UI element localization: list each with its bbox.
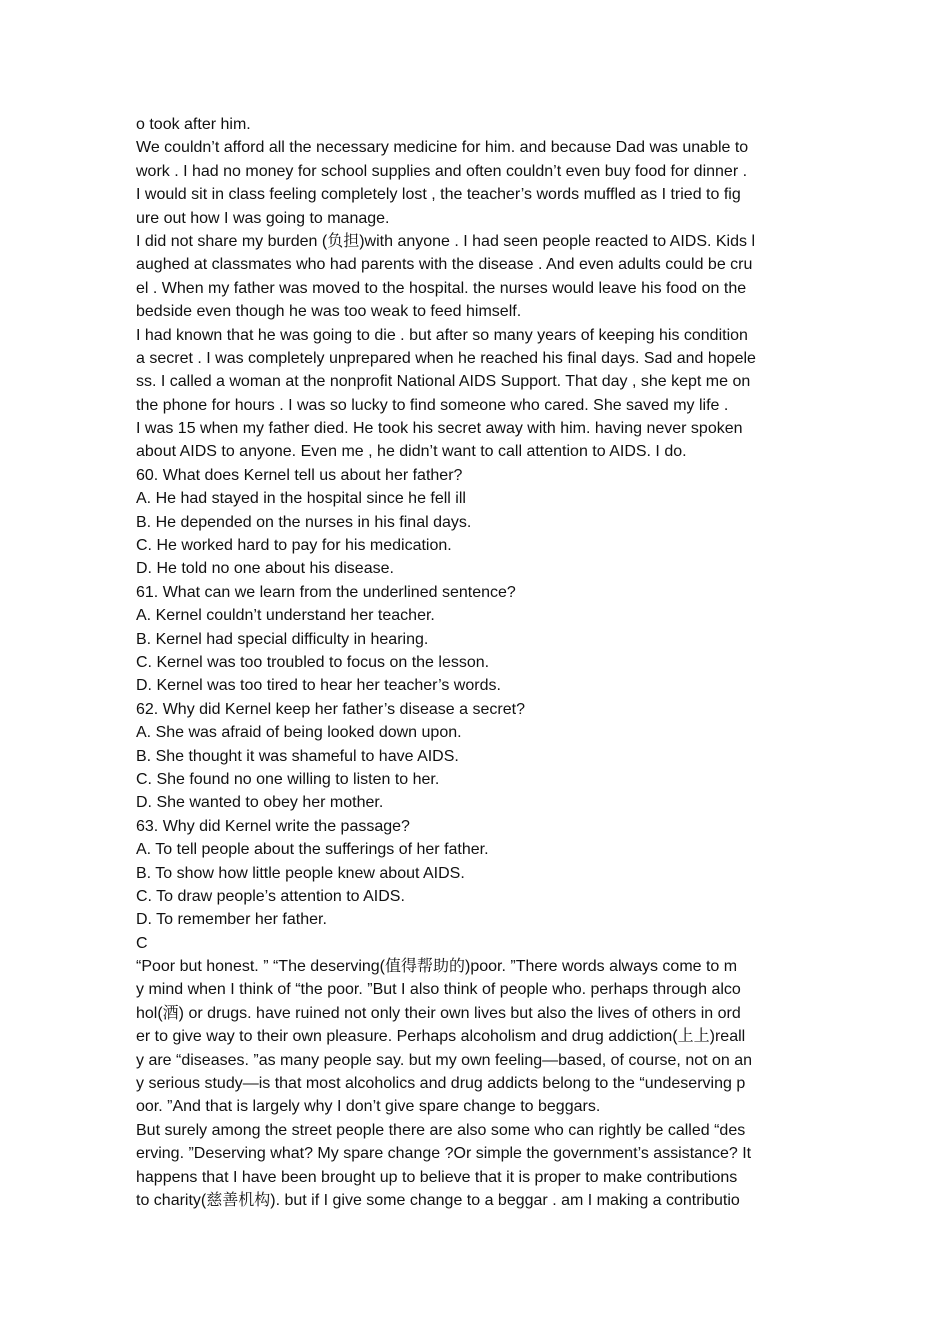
text-line: ure out how I was going to manage. bbox=[136, 209, 390, 227]
text-line: I was 15 when my father died. He took his secret away with him. having never spoken bbox=[136, 420, 743, 438]
text-line: hol(酒) or drugs. have ruined not only their own lives but also the lives of others in ord bbox=[136, 1004, 741, 1022]
text-line: a secret . I was completely unprepared when he reached his final days. Sad and hopele bbox=[136, 349, 756, 367]
text-line: the phone for hours . I was so lucky to find someone who cared. She saved my life . bbox=[136, 396, 729, 414]
text-line: 63. Why did Kernel write the passage? bbox=[136, 817, 410, 835]
text-line: y mind when I think of “the poor. ”But I also think of people who. perhaps through alco bbox=[136, 981, 741, 999]
text-line: C. She found no one willing to listen to her. bbox=[136, 770, 440, 788]
text-line: C. To draw people’s attention to AIDS. bbox=[136, 887, 405, 905]
text-line: y are “diseases. ”as many people say. but my own feeling—based, of course, not on an bbox=[136, 1051, 753, 1069]
text-line: D. To remember her father. bbox=[136, 911, 327, 929]
text-line: A. She was afraid of being looked down upon. bbox=[136, 724, 462, 742]
text-line: C. He worked hard to pay for his medication. bbox=[136, 537, 452, 555]
text-line: about AIDS to anyone. Even me , he didn’t want to call attention to AIDS. I do. bbox=[136, 443, 687, 461]
text-line: erving. ”Deserving what? My spare change ?Or simple the government’s assistance? It bbox=[136, 1145, 752, 1163]
text-line: D. She wanted to obey her mother. bbox=[136, 794, 384, 812]
text-line: er to give way to their own pleasure. Perhaps alcoholism and drug addiction(上上)reall bbox=[136, 1028, 746, 1046]
text-line: We couldn’t afford all the necessary medicine for him. and because Dad was unable to bbox=[136, 139, 749, 157]
text-line: happens that I have been brought up to believe that it is proper to make contributions bbox=[136, 1168, 738, 1186]
text-line: I would sit in class feeling completely lost , the teacher’s words muffled as I tried to fig bbox=[136, 186, 741, 204]
text-line: 60. What does Kernel tell us about her father? bbox=[136, 466, 463, 484]
text-line: ss. I called a woman at the nonprofit National AIDS Support. That day , she kept me on bbox=[136, 373, 751, 391]
text-line: to charity(慈善机构). but if I give some change to a beggar . am I making a contributio bbox=[136, 1191, 740, 1209]
text-line: A. To tell people about the sufferings of her father. bbox=[136, 841, 489, 859]
text-line: I had known that he was going to die . but after so many years of keeping his condition bbox=[136, 326, 748, 344]
text-line: C. Kernel was too troubled to focus on the lesson. bbox=[136, 653, 490, 671]
text-line: 61. What can we learn from the underlined sentence? bbox=[136, 583, 516, 601]
text-line: A. He had stayed in the hospital since he fell ill bbox=[136, 490, 466, 508]
text-line: y serious study—is that most alcoholics and drug addicts belong to the “undeserving p bbox=[136, 1075, 746, 1093]
text-line: B. Kernel had special difficulty in hearing. bbox=[136, 630, 429, 648]
text-line: oor. ”And that is largely why I don’t give spare change to beggars. bbox=[136, 1098, 601, 1116]
text-line: C bbox=[136, 934, 148, 952]
text-line: aughed at classmates who had parents with the disease . And even adults could be cru bbox=[136, 256, 753, 274]
text-line: el . When my father was moved to the hospital. the nurses would leave his food on the bbox=[136, 279, 747, 297]
text-line: B. He depended on the nurses in his final days. bbox=[136, 513, 472, 531]
text-line: D. He told no one about his disease. bbox=[136, 560, 394, 578]
text-line: B. To show how little people knew about AIDS. bbox=[136, 864, 465, 882]
text-line: B. She thought it was shameful to have AIDS. bbox=[136, 747, 459, 765]
text-line: bedside even though he was too weak to feed himself. bbox=[136, 303, 522, 321]
text-line: work . I had no money for school supplies and often couldn’t even buy food for dinner . bbox=[136, 162, 748, 180]
text-line: I did not share my burden (负担)with anyone . I had seen people reacted to AIDS. Kids l bbox=[136, 232, 756, 250]
text-line: 62. Why did Kernel keep her father’s disease a secret? bbox=[136, 700, 525, 718]
text-line: “Poor but honest. ” “The deserving(值得帮助的)poor. ”There words always come to m bbox=[136, 958, 738, 976]
document-body bbox=[136, 113, 826, 1212]
text-line: A. Kernel couldn’t understand her teacher. bbox=[136, 607, 435, 625]
text-line: D. Kernel was too tired to hear her teacher’s words. bbox=[136, 677, 501, 695]
text-line: o took after him. bbox=[136, 116, 251, 133]
text-line: But surely among the street people there are also some who can rightly be called “des bbox=[136, 1121, 746, 1139]
